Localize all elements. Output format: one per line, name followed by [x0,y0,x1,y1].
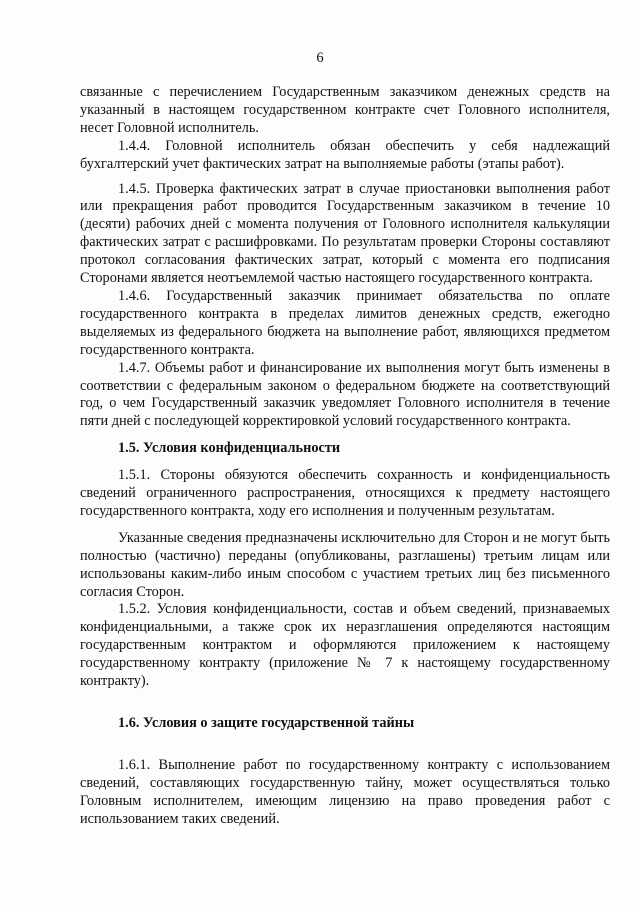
page-number: 6 [316,50,324,66]
document-body [80,84,610,829]
paragraph-1-5-1: 1.5.1. Стороны обязуются обеспечить сохранность и конфиденциальность сведений ограниченного распространения, относящихся к предмету настоящего государственного контракта, ходу его исполнения и полученным результатам. [80,467,610,519]
paragraph-1-4-6: 1.4.6. Государственный заказчик принимает обязательства по оплате государственного контракта в пределах лимитов денежных средств, ежегодно выделяемых из федерального бюджета на выполнение работ, являющихся предметом государственного контракта. [80,287,610,358]
paragraph-1-6-1: 1.6.1. Выполнение работ по государственному контракту с использованием сведений, составляющих государственную тайну, может осуществляться только Головным исполнителем, имеющим лицензию на право проведения работ с использованием таких сведений. [80,756,610,827]
paragraph-1-5-1-continued: Указанные сведения предназначены исключительно для Сторон и не могут быть полностью (частично) переданы (опубликованы, разглашены) третьим лицам или использованы каким-либо иным способом с участием третьих лиц без письменного согласия Сторон. [80,529,610,600]
section-heading-1-5: 1.5. Условия конфиденциальности [118,440,341,457]
paragraph-1-5-2: 1.5.2. Условия конфиденциальности, состав и объем сведений, признаваемых конфиденциальными, а также срок их неразглашения определяются настоящим государственным контрактом и оформляются приложением к настоящему государственному контракту (приложение № 7 к настоящему государственному контракту). [80,601,610,690]
paragraph-1-4-7: 1.4.7. Объемы работ и финансирование их выполнения могут быть изменены в соответствии с федеральным законом о федеральном бюджете на соответствующий год, о чем Государственный заказчик уведомляет Головного исполнителя в течение пяти дней с последующей корректировкой условий государственного контракта. [80,359,610,430]
paragraph-1-4-5: 1.4.5. Проверка фактических затрат в случае приостановки выполнения работ или прекращения работ проводится Государственным заказчиком в течение 10 (десяти) рабочих дней с момента получения от Головного исполнителя калькуляции фактических затрат с расшифровками. По результатам проверки Стороны составляют протокол согласования фактических затрат, который с момента его подписания Сторонами является неотъемлемой частью настоящего государственного контракта. [80,180,610,287]
paragraph-1-4-4: 1.4.4. Головной исполнитель обязан обеспечить у себя надлежащий бухгалтерский учет фактических затрат на выполняемые работы (этапы работ). [80,137,610,172]
paragraph-continuation: связанные с перечислением Государственным заказчиком денежных средств на указанный в настоящем государственном контракте счет Головного исполнителя, несет Головной исполнитель. [80,84,610,136]
section-heading-1-6: 1.6. Условия о защите государственной тайны [118,715,415,731]
